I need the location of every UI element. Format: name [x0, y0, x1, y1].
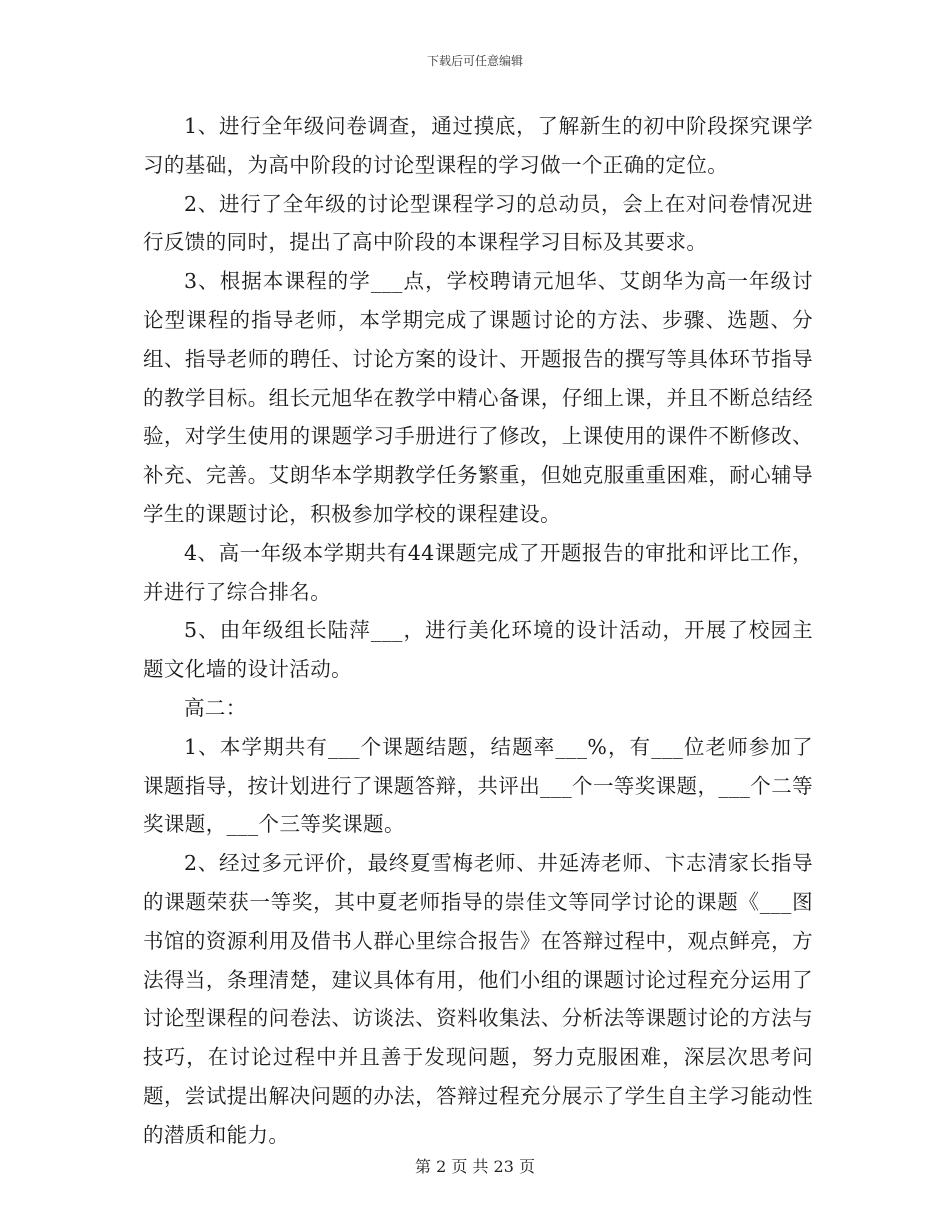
paragraph-item-3: 3、根据本课程的学___点，学校聘请元旭华、艾朗华为高一年级讨论型课程的指导老师，本学期完成了课题讨论的方法、步骤、选题、分组、指导老师的聘任、讨论方案的设计、开题报告的撰写等具体环节指导的教学目标。组长元旭华在教学中精心备课，仔细上课，并且不断总结经验，对学生使用的课题学习手册进行了修改，上课使用的课件不断修改、补充、完善。艾朗华本学期教学任务繁重，但她克服重重困难，耐心辅导学生的课题讨论，积极参加学校的课程建设。: [143, 269, 813, 526]
paragraph-item-4: 4、高一年级本学期共有44课题完成了开题报告的审批和评比工作，并进行了综合排名。: [143, 540, 813, 604]
page-number-footer: 第 2 页 共 23 页: [415, 1157, 535, 1176]
paragraph-grade2-item-2: 2、经过多元评价，最终夏雪梅老师、井延涛老师、卞志清家长指导的课题荣获一等奖，其中夏老师指导的崇佳文等同学讨论的课题《___图书馆的资源利用及借书人群心里综合报告》在答辩过程中，观点鲜亮，方法得当，条理清楚，建议具体有用，他们小组的课题讨论过程充分运用了讨论型课程的问卷法、访谈法、资料收集法、分析法等课题讨论的方法与技巧，在讨论过程中并且善于发现问题，努力克服困难，深层次思考问题，尝试提出解决问题的办法，答辩过程充分展示了学生自主学习能动性的潜质和能力。: [143, 851, 813, 1147]
section-heading-grade-2: 高二：: [184, 695, 247, 720]
paragraph-item-2: 2、进行了全年级的讨论型课程学习的总动员，会上在对问卷情况进行反馈的同时，提出了高中阶段的本课程学习目标及其要求。: [143, 191, 813, 255]
paragraph-grade2-item-1: 1、本学期共有___个课题结题，结题率___%，有___位老师参加了课题指导，按计划进行了课题答辩，共评出___个一等奖课题，___个二等奖课题，___个三等奖课题。: [143, 734, 813, 837]
paragraph-item-1: 1、进行全年级问卷调查，通过摸底，了解新生的初中阶段探究课学习的基础，为高中阶段的讨论型课程的学习做一个正确的定位。: [143, 114, 813, 177]
paragraph-item-5: 5、由年级组长陆萍___，进行美化环境的设计活动，开展了校园主题文化墙的设计活动。: [143, 618, 813, 682]
page-header: 下载后可任意编辑: [426, 54, 523, 68]
document-body: [143, 107, 813, 1155]
